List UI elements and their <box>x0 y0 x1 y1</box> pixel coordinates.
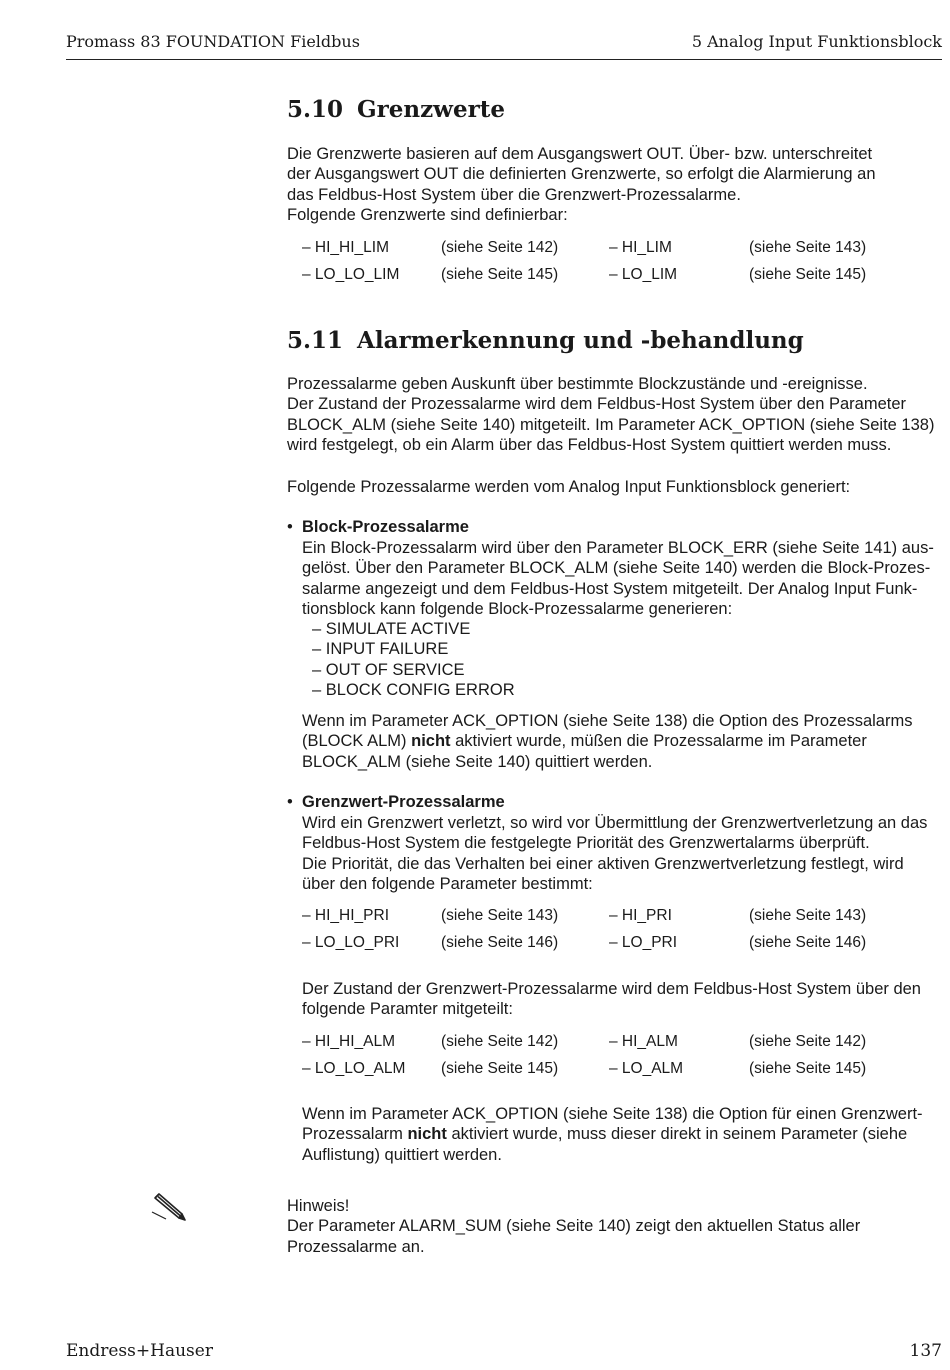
text-line: Der Zustand der Grenzwert-Prozessalarme wird dem Feldbus-Host System über den <box>302 980 921 998</box>
generated-alarms-text: Folgende Prozessalarme werden vom Analog Input Funktionsblock generiert: <box>287 478 851 496</box>
hint-line: Der Parameter ALARM_SUM (siehe Seite 140) zeigt den aktuellen Status aller <box>287 1217 861 1236</box>
limit-alarms-text <box>302 813 947 894</box>
limit-name: – HI_HI_LIM <box>302 239 390 256</box>
alarm-ref: (siehe Seite 142) <box>441 1033 559 1050</box>
hint-block <box>287 1196 947 1257</box>
text-line: tionsblock kann folgende Block-Prozessalarme generieren: <box>302 599 733 618</box>
block-alarm-item: – OUT OF SERVICE <box>312 661 465 679</box>
text-line: Wird ein Grenzwert verletzt, so wird vor Übermittlung der Grenzwertverletzung an das <box>302 814 928 832</box>
priority-ref: (siehe Seite 146) <box>441 934 559 951</box>
bullet: • <box>287 518 293 536</box>
note-line: Wenn im Parameter ACK_OPTION (siehe Seite 138) die Option des Prozessalarms <box>302 712 913 730</box>
priority-name: – LO_PRI <box>609 934 678 951</box>
limit-ref: (siehe Seite 145) <box>441 266 559 283</box>
text-line: Ein Block-Prozessalarm wird über den Parameter BLOCK_ERR (siehe Seite 141) aus- <box>302 539 934 557</box>
intro-line: das Feldbus-Host System über die Grenzwert-Prozessalarme. <box>287 185 741 204</box>
alarm-name: – LO_ALM <box>609 1060 684 1077</box>
priority-name: – HI_PRI <box>609 907 672 924</box>
header-right: 5 Analog Input Funktionsblock <box>691 32 942 51</box>
priority-ref: (siehe Seite 143) <box>749 907 867 924</box>
emphasis-nicht: nicht <box>407 1125 447 1144</box>
block-alarms-text <box>302 538 947 619</box>
section-511-title: Alarmerkennung und -behandlung <box>357 327 804 354</box>
limit-ref: (siehe Seite 142) <box>441 239 559 256</box>
intro-line: der Ausgangswert OUT die definierten Grenzwerte, so erfolgt die Alarmierung an <box>287 165 876 184</box>
intro-line: Der Zustand der Prozessalarme wird dem Feldbus-Host System über den Parameter <box>287 395 906 414</box>
text-line: folgende Paramter mitgeteilt: <box>302 1000 513 1019</box>
note-line: Wenn im Parameter ACK_OPTION (siehe Seite 138) die Option für einen Grenzwert- <box>302 1105 923 1123</box>
limit-alarms-title: Grenzwert-Prozessalarme <box>302 793 505 811</box>
priority-ref: (siehe Seite 143) <box>441 907 559 924</box>
bullet: • <box>287 793 293 811</box>
alarm-name: – LO_LO_ALM <box>302 1060 406 1077</box>
section-511-heading <box>287 327 804 354</box>
intro-line: wird festgelegt, ob ein Alarm über das Feldbus-Host System quittiert werden muss. <box>287 435 892 454</box>
text-line: gelöst. Über den Parameter BLOCK_ALM (siehe Seite 140) werden die Block-Prozes- <box>302 559 931 578</box>
emphasis-nicht: nicht <box>411 732 451 751</box>
limit-name: – LO_LO_LIM <box>302 266 400 283</box>
text-line: salarme angezeigt und dem Feldbus-Host System mitgeteilt. Der Analog Input Funk- <box>302 579 918 598</box>
intro-line: Folgende Grenzwerte sind definierbar: <box>287 205 568 224</box>
intro-line: BLOCK_ALM (siehe Seite 140) mitgeteilt. Im Parameter ACK_OPTION (siehe Seite 138) <box>287 415 935 434</box>
alarm-name: – HI_HI_ALM <box>302 1033 396 1050</box>
limit-ref: (siehe Seite 145) <box>749 266 867 283</box>
section-510-intro <box>287 144 947 225</box>
block-alarm-item: – SIMULATE ACTIVE <box>312 620 471 638</box>
hint-line: Prozessalarme an. <box>287 1237 425 1256</box>
limit-name: – LO_LIM <box>609 266 678 283</box>
alarm-ref: (siehe Seite 145) <box>441 1060 559 1077</box>
note-line: BLOCK_ALM (siehe Seite 140) quittiert werden. <box>302 752 653 771</box>
text-line: Die Priorität, die das Verhalten bei einer aktiven Grenzwertverletzung festlegt, wird <box>302 854 904 873</box>
footer-brand: Endress+Hauser <box>66 1341 213 1361</box>
block-alarm-item: – BLOCK CONFIG ERROR <box>312 681 515 699</box>
block-alarm-item: – INPUT FAILURE <box>312 640 449 658</box>
priority-ref: (siehe Seite 146) <box>749 934 867 951</box>
section-510-number: 5.10 <box>287 96 344 123</box>
block-alarms-note <box>302 711 947 772</box>
hint-title: Hinweis! <box>287 1197 350 1215</box>
section-511-number: 5.11 <box>287 327 344 354</box>
limit-alarms-note <box>302 1104 947 1165</box>
limit-name: – HI_LIM <box>609 239 672 256</box>
limit-ref: (siehe Seite 143) <box>749 239 867 256</box>
note-line-pre: Prozessalarm <box>302 1125 408 1144</box>
section-510-heading <box>287 96 505 123</box>
text-line: über den folgende Parameter bestimmt: <box>302 874 593 893</box>
header-rule <box>66 59 942 60</box>
intro-line: Prozessalarme geben Auskunft über bestimmte Blockzustände und -ereignisse. <box>287 375 868 393</box>
page-number: 137 <box>909 1341 942 1361</box>
header-left: Promass 83 FOUNDATION Fieldbus <box>66 32 360 51</box>
priority-name: – LO_LO_PRI <box>302 934 400 951</box>
note-line-post: aktiviert wurde, müßen die Prozessalarme im Parameter <box>450 732 867 751</box>
note-line-post: aktiviert wurde, muss dieser direkt in seinem Parameter (siehe <box>446 1125 908 1144</box>
note-line: Auflistung) quittiert werden. <box>302 1145 502 1164</box>
alarm-name: – HI_ALM <box>609 1033 678 1050</box>
priority-name: – HI_HI_PRI <box>302 907 390 924</box>
intro-line: Die Grenzwerte basieren auf dem Ausgangswert OUT. Über- bzw. unterschreitet <box>287 145 873 163</box>
section-511-intro <box>287 374 947 455</box>
pencil-icon <box>150 1192 186 1222</box>
note-line-pre: (BLOCK ALM) <box>302 732 412 751</box>
section-510-title: Grenzwerte <box>357 96 505 123</box>
limit-alarms-state-text <box>302 979 947 1020</box>
text-line: Feldbus-Host System die festgelegte Priorität des Grenzwertalarms überprüft. <box>302 834 870 853</box>
alarm-ref: (siehe Seite 142) <box>749 1033 867 1050</box>
alarm-ref: (siehe Seite 145) <box>749 1060 867 1077</box>
block-alarms-title: Block-Prozessalarme <box>302 518 469 536</box>
